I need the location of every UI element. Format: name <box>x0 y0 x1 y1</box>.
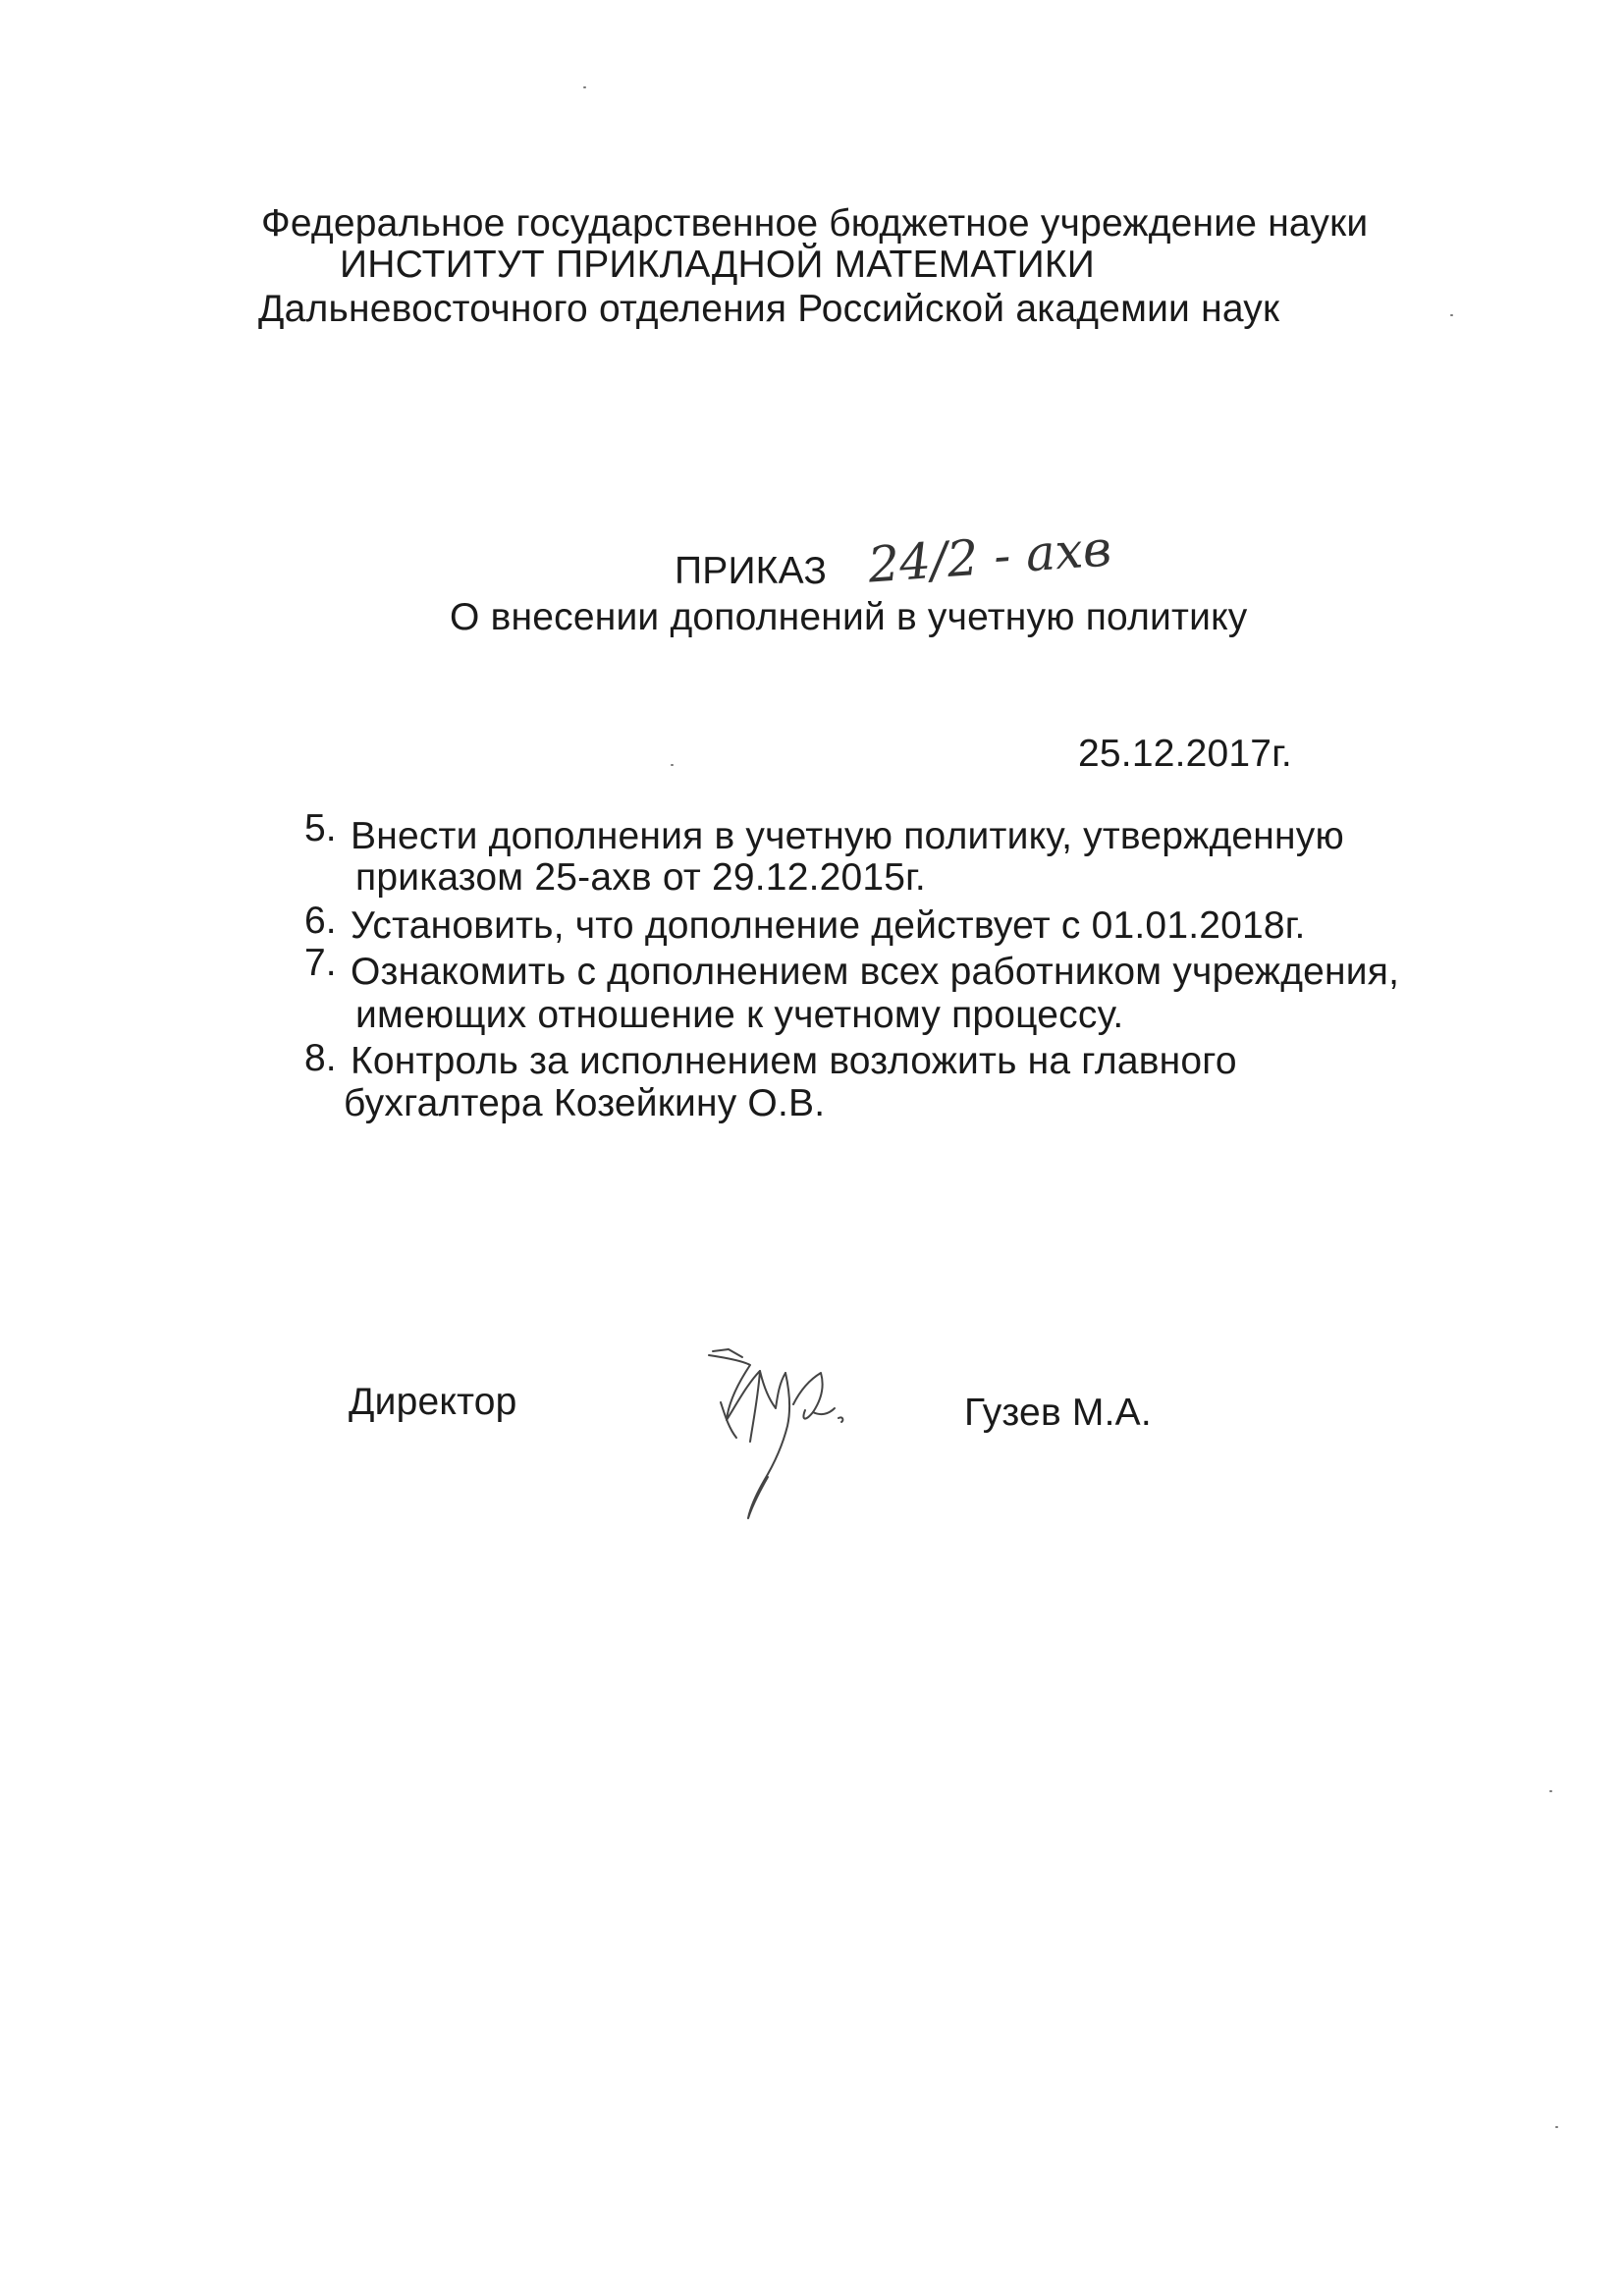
order-number-handwritten: 24/2 - ахв <box>866 519 1113 594</box>
order-date: 25.12.2017г. <box>1078 733 1292 775</box>
item-text-line: бухгалтера Козейкину О.В. <box>344 1082 826 1124</box>
scan-speck <box>671 764 674 766</box>
item-number: 8. <box>304 1037 337 1079</box>
item-number: 7. <box>304 942 337 984</box>
item-number: 5. <box>304 807 337 849</box>
scan-speck <box>1450 314 1453 316</box>
handwritten-signature-icon <box>699 1343 876 1540</box>
item-text-line: Установить, что дополнение действует с 01.01.2018г. <box>351 904 1306 947</box>
item-text-line: Внести дополнения в учетную политику, утвержденную <box>351 815 1344 857</box>
header-institute-name: ИНСТИТУТ ПРИКЛАДНОЙ МАТЕМАТИКИ <box>340 244 1095 286</box>
scan-speck <box>583 86 586 88</box>
item-text-line: приказом 25-ахв от 29.12.2015г. <box>355 856 926 899</box>
scan-speck <box>1549 1790 1552 1792</box>
item-text-line: Ознакомить с дополнением всех работником учреждения, <box>351 951 1400 993</box>
item-number: 6. <box>304 900 337 942</box>
signature-name: Гузев М.А. <box>964 1392 1152 1434</box>
header-org-line: Федеральное государственное бюджетное учреждение науки <box>261 202 1369 245</box>
signature-position: Директор <box>349 1381 517 1423</box>
order-subject: О внесении дополнений в учетную политику <box>450 596 1248 638</box>
order-title: ПРИКАЗ <box>675 550 828 592</box>
item-text-line: имеющих отношение к учетному процессу. <box>355 994 1124 1036</box>
header-branch-line: Дальневосточного отделения Российской академии наук <box>258 288 1280 330</box>
item-text-line: Контроль за исполнением возложить на главного <box>351 1040 1237 1082</box>
scan-speck <box>1555 2126 1558 2128</box>
